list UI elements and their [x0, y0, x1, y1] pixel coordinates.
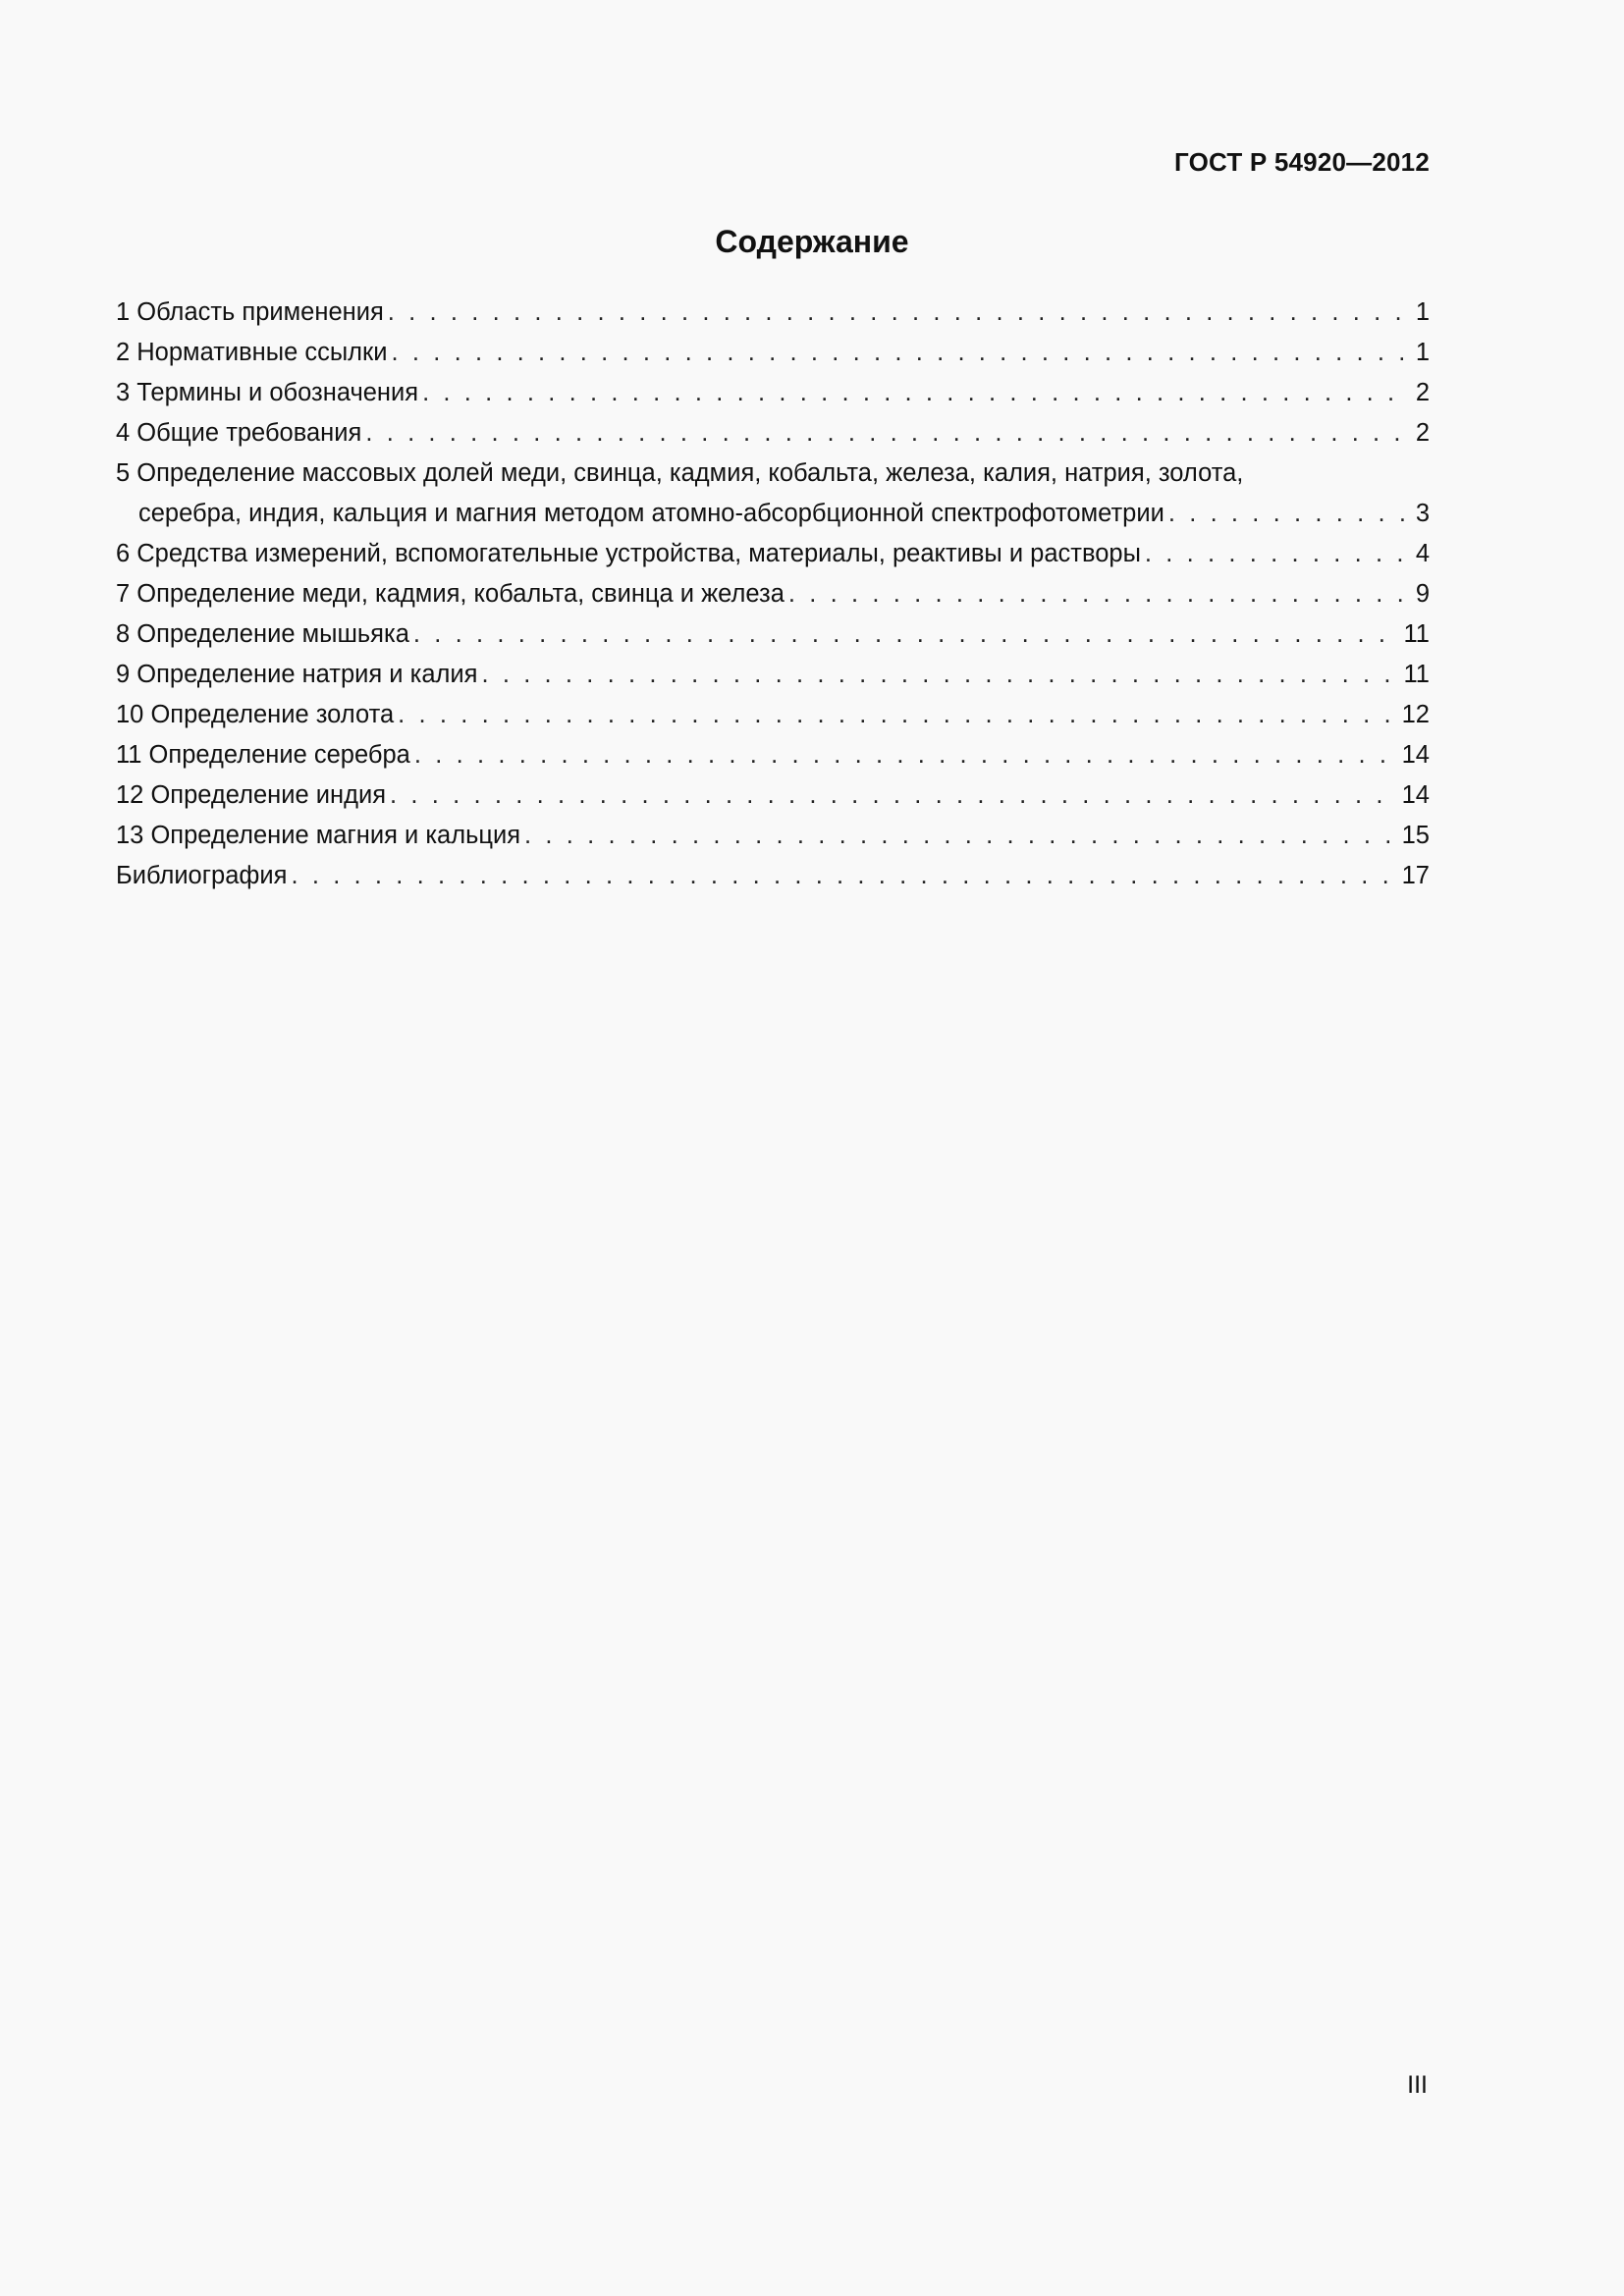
toc-title: Содержание: [715, 224, 909, 259]
toc-entry-page: 9: [1415, 580, 1430, 608]
toc-leader-dots: [1168, 494, 1408, 534]
toc-leader-dots: [788, 574, 1408, 614]
toc-entry-page: 4: [1415, 540, 1430, 567]
toc-entry-title: 9 Определение натрия и калия: [116, 661, 478, 688]
toc-leader-dots: [390, 775, 1398, 816]
toc-leader-dots: [1145, 534, 1408, 574]
table-of-contents: [116, 293, 1430, 896]
toc-entry-page: 12: [1401, 701, 1430, 728]
toc-leader-dots: [391, 333, 1408, 373]
toc-entry-title: 4 Общие требования: [116, 419, 362, 447]
toc-entry-page: 1: [1415, 298, 1430, 326]
toc-entry-title: 12 Определение индия: [116, 781, 387, 809]
toc-leader-dots: [398, 695, 1397, 735]
toc-entry[interactable]: [116, 333, 1430, 373]
toc-entry-title: 1 Область применения: [116, 298, 384, 326]
page-number: III: [1407, 2071, 1428, 2099]
toc-leader-dots: [413, 614, 1400, 655]
toc-entry[interactable]: [116, 775, 1430, 816]
toc-entry-page: 1: [1415, 339, 1430, 366]
toc-entry-page: 11: [1403, 620, 1430, 648]
toc-entry-page: 2: [1415, 379, 1430, 406]
toc-entry-title: 5 Определение массовых долей меди, свинца, кадмия, кобальта, железа, калия, натрия, золота,: [116, 459, 1244, 487]
toc-leader-dots: [524, 816, 1398, 856]
toc-entry-page: 14: [1401, 741, 1430, 769]
toc-entry[interactable]: [116, 695, 1430, 735]
toc-entry-title: 13 Определение магния и кальция: [116, 822, 521, 849]
toc-entry-title: 11 Определение серебра: [116, 741, 410, 769]
toc-entry[interactable]: [116, 655, 1430, 695]
toc-entry-page: 14: [1401, 781, 1430, 809]
toc-entry-title: 6 Средства измерений, вспомогательные устройства, материалы, реактивы и растворы: [116, 540, 1141, 567]
toc-leader-dots: [365, 413, 1408, 454]
toc-entry-page: 11: [1403, 661, 1430, 688]
toc-entry[interactable]: [116, 735, 1430, 775]
toc-entry-title: 7 Определение меди, кадмия, кобальта, свинца и железа: [116, 580, 785, 608]
toc-leader-dots: [414, 735, 1398, 775]
toc-entry-title: 3 Термины и обозначения: [116, 379, 419, 406]
toc-entry[interactable]: [116, 816, 1430, 856]
toc-entry[interactable]: [116, 293, 1430, 333]
toc-entry-page: 15: [1401, 822, 1430, 849]
toc-entry[interactable]: [116, 856, 1430, 896]
toc-entry-continuation: [116, 494, 1430, 534]
toc-leader-dots: [291, 856, 1397, 896]
toc-entry-page: 2: [1415, 419, 1430, 447]
toc-entry-title: 8 Определение мышьяка: [116, 620, 409, 648]
document-code: ГОСТ Р 54920—2012: [1174, 147, 1430, 177]
toc-entry-page: 17: [1401, 862, 1430, 889]
toc-leader-dots: [481, 655, 1399, 695]
toc-leader-dots: [388, 293, 1408, 333]
toc-entry-title: 10 Определение золота: [116, 701, 395, 728]
toc-entry[interactable]: [116, 574, 1430, 614]
toc-leader-dots: [422, 373, 1408, 413]
toc-entry[interactable]: [116, 413, 1430, 454]
toc-entry[interactable]: [116, 454, 1430, 534]
toc-entry[interactable]: [116, 373, 1430, 413]
toc-entry-title: 2 Нормативные ссылки: [116, 339, 388, 366]
toc-entry-page: 3: [1415, 500, 1430, 527]
toc-entry[interactable]: [116, 614, 1430, 655]
toc-entry-title-continued: серебра, индия, кальция и магния методом атомно-абсорбционной спектрофотометрии: [138, 500, 1164, 527]
toc-entry-title: Библиография: [116, 862, 288, 889]
toc-entry[interactable]: [116, 534, 1430, 574]
